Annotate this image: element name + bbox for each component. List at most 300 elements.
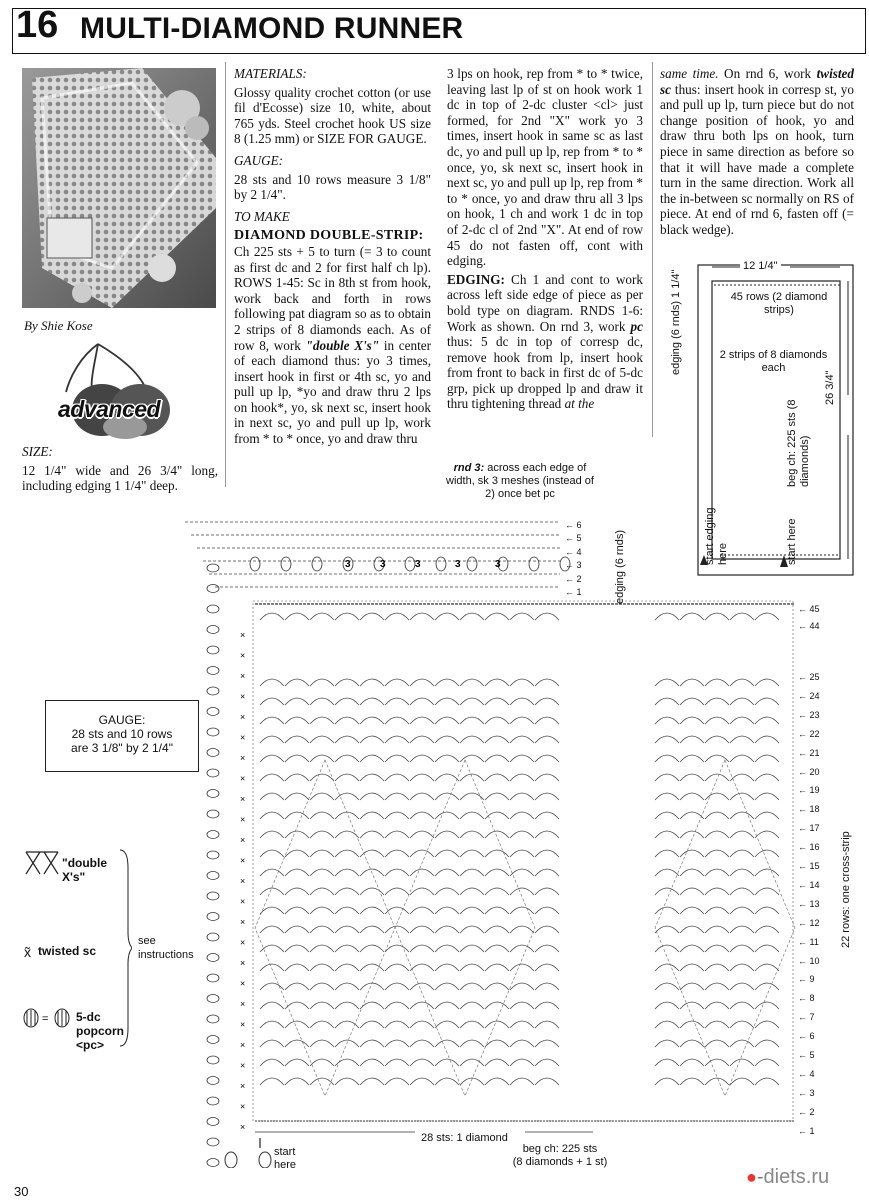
chain-arch: [385, 755, 409, 762]
chain-arch: [410, 983, 434, 990]
chain-arch: [335, 964, 359, 971]
chain-arch: [730, 1021, 754, 1028]
chain-arch: [385, 983, 409, 990]
chain-arch: [655, 1021, 679, 1028]
chain-arch: [435, 1021, 459, 1028]
right-row-number: ← 5: [798, 1050, 815, 1060]
materials-text: Glossy quality crochet cotton (or use fil d'Ecosse) size 10, white, about 765 yds. Steel crochet hook US size 8 (1.25 mm) or SIZE FOR GAUGE.: [234, 84, 431, 147]
chain-arch: [360, 964, 384, 971]
chain-arch: [655, 983, 679, 990]
chain-arch: [335, 613, 359, 620]
chain-arch: [755, 755, 779, 762]
chain-arch: [385, 812, 409, 819]
chain-arch: [260, 831, 284, 838]
chain-arch: [435, 736, 459, 743]
chain-arch: [655, 1002, 679, 1009]
chain-arch: [755, 983, 779, 990]
chain-arch: [485, 1078, 509, 1085]
chain-arch: [510, 793, 534, 800]
chain-arch: [410, 698, 434, 705]
chain-arch: [260, 1002, 284, 1009]
popcorn-stitch: [207, 1036, 219, 1044]
right-row-number: ← 4: [798, 1068, 815, 1079]
chain-arch: [655, 717, 679, 724]
popcorn-stitch: [207, 646, 219, 654]
chain-arch: [335, 698, 359, 705]
instructions-column-2: [447, 66, 643, 415]
popcorn-stitch: [207, 851, 219, 859]
chain-arch: [385, 1040, 409, 1047]
popcorn-stitch: [207, 1077, 219, 1085]
chain-arch: [360, 1021, 384, 1028]
chain-arch: [655, 1059, 679, 1066]
chain-arch: [460, 869, 484, 876]
chain-arch: [385, 869, 409, 876]
chain-arch: [730, 755, 754, 762]
chain-arch: [260, 736, 284, 743]
chain-arch: [535, 850, 559, 857]
chain-arch: [360, 831, 384, 838]
chain-arch: [755, 945, 779, 952]
chain-arch: [360, 698, 384, 705]
chain-arch: [680, 888, 704, 895]
schematic-beg-ch: beg ch: 225 sts (8 diamonds): [786, 399, 811, 487]
chain-arch: [705, 869, 729, 876]
chain-arch: [410, 850, 434, 857]
chain-arch: [680, 793, 704, 800]
chain-arch: [285, 774, 309, 781]
pattern-number: 16: [16, 4, 59, 46]
chain-arch: [705, 812, 729, 819]
chain-arch: [485, 679, 509, 686]
chain-arch: [655, 945, 679, 952]
popcorn-stitch: [207, 933, 219, 941]
chain-arch: [335, 1021, 359, 1028]
chain-arch: [655, 926, 679, 933]
chain-arch: [655, 1078, 679, 1085]
pc-count-label: 3: [415, 559, 421, 570]
chain-arch: [705, 888, 729, 895]
chain-arch: [680, 1078, 704, 1085]
chain-arch: [755, 926, 779, 933]
popcorn-stitch: [207, 728, 219, 736]
popcorn-stitch: [529, 557, 539, 571]
chain-arch: [680, 907, 704, 914]
popcorn-stitch: [207, 995, 219, 1003]
right-row-number: ← 21: [798, 747, 820, 758]
popcorn-stitch: [467, 557, 477, 571]
popcorn-stitch: [207, 974, 219, 982]
popcorn-stitch: [225, 1152, 237, 1168]
chain-arch: [680, 812, 704, 819]
chain-arch: [285, 1002, 309, 1009]
chain-arch: [755, 717, 779, 724]
chain-arch: [705, 679, 729, 686]
chain-arch: [535, 812, 559, 819]
instructions-column-1: [234, 66, 431, 450]
sc-stitch: ×: [240, 999, 246, 1009]
chain-arch: [510, 945, 534, 952]
gauge-box-title: GAUGE:: [98, 713, 146, 727]
right-row-number: ← 14: [798, 879, 820, 890]
right-row-number: ← 19: [798, 785, 820, 796]
chain-arch: [435, 850, 459, 857]
chain-arch: [485, 1040, 509, 1047]
sc-stitch: ×: [240, 1060, 246, 1071]
chain-arch: [730, 793, 754, 800]
chain-arch: [360, 1059, 384, 1066]
chain-arch: [680, 736, 704, 743]
col4-ital: same time.: [660, 66, 719, 81]
chain-arch: [755, 736, 779, 743]
right-row-number: ← 11: [798, 936, 819, 947]
col3-text-1: 3 lps on hook, rep from * to * twice, leaving last lp of st on hook work 1 dc in top of 2-dc cluster <cl> just formed, for 2nd "X" work yo 3 times, insert hook in same sc as last dc, yo and pull up lp, rep from * to * once, yo, sk next sc, insert hook in next sc, yo and pull up lp, rep from * to * once, yo and draw thru all 3 lps on hook, 1 ch and work 1 dc in top of 2-dc cl of 2nd "X". At end of row 45 do not fasten off, cont with edging.: [447, 66, 643, 269]
chain-arch: [385, 831, 409, 838]
chain-arch: [730, 945, 754, 952]
popcorn-stitch: [207, 1138, 219, 1146]
chain-arch: [485, 945, 509, 952]
popcorn-stitch: [207, 605, 219, 613]
sc-stitch: ×: [240, 650, 246, 661]
chain-arch: [360, 774, 384, 781]
chain-arch: [435, 679, 459, 686]
chain-arch: [730, 1040, 754, 1047]
chain-arch: [705, 1059, 729, 1066]
chain-arch: [310, 679, 334, 686]
chain-arch: [755, 1002, 779, 1009]
watermark: ●-diets.ru: [746, 1166, 830, 1188]
chain-arch: [410, 888, 434, 895]
sc-stitch: ×: [240, 1122, 246, 1132]
chain-arch: [485, 850, 509, 857]
chain-arch: [460, 850, 484, 857]
popcorn-stitch: [281, 557, 291, 571]
chain-arch: [535, 1021, 559, 1028]
chain-arch: [680, 945, 704, 952]
chain-arch: [705, 698, 729, 705]
chain-arch: [360, 1078, 384, 1085]
chain-arch: [435, 869, 459, 876]
popcorn-stitch: [207, 913, 219, 921]
sc-stitch: ×: [240, 753, 246, 763]
pc-count-label: 3: [345, 559, 351, 570]
chain-arch: [535, 907, 559, 914]
chain-arch: [730, 736, 754, 743]
right-row-number: ← 7: [798, 1012, 815, 1023]
chain-arch: [680, 983, 704, 990]
chain-arch: [730, 613, 754, 620]
chain-arch: [260, 1021, 284, 1028]
chain-arch: [510, 926, 534, 933]
chain-arch: [335, 774, 359, 781]
chain-arch: [535, 983, 559, 990]
right-row-number: ← 9: [798, 974, 815, 985]
popcorn-stitch: [207, 749, 219, 757]
chain-arch: [260, 755, 284, 762]
chain-arch: [460, 755, 484, 762]
chain-arch: [485, 812, 509, 819]
chain-arch: [460, 926, 484, 933]
chain-arch: [310, 888, 334, 895]
chain-arch: [510, 850, 534, 857]
chain-arch: [755, 1021, 779, 1028]
chain-arch: [385, 793, 409, 800]
sc-stitch: ×: [240, 773, 246, 784]
cross-strip-label: 22 rows: one cross-strip: [840, 831, 852, 948]
chain-arch: [285, 869, 309, 876]
chain-arch: [285, 812, 309, 819]
chain-arch: [755, 869, 779, 876]
chain-arch: [510, 1040, 534, 1047]
chain-arch: [310, 812, 334, 819]
chain-arch: [485, 831, 509, 838]
chain-arch: [335, 869, 359, 876]
chain-arch: [535, 1002, 559, 1009]
rnd3-note: [440, 462, 600, 501]
chain-arch: [435, 774, 459, 781]
chain-arch: [535, 945, 559, 952]
chain-arch: [730, 812, 754, 819]
popcorn-stitch: [207, 872, 219, 880]
chain-arch: [385, 1078, 409, 1085]
edging-row-number: ← 1: [565, 587, 582, 597]
chain-arch: [680, 926, 704, 933]
chain-arch: [410, 717, 434, 724]
chain-arch: [260, 850, 284, 857]
chain-arch: [460, 945, 484, 952]
chain-arch: [460, 698, 484, 705]
right-row-number: ← 24: [798, 690, 820, 701]
chain-arch: [460, 736, 484, 743]
chain-arch: [260, 613, 284, 620]
chain-arch: [310, 983, 334, 990]
popcorn-symbol: [22, 1008, 74, 1028]
chain-arch: [485, 736, 509, 743]
chain-arch: [385, 679, 409, 686]
sc-stitch: ×: [240, 917, 246, 927]
chain-arch: [655, 774, 679, 781]
chain-arch: [460, 1040, 484, 1047]
chain-arch: [680, 755, 704, 762]
chain-arch: [705, 983, 729, 990]
chain-arch: [510, 1059, 534, 1066]
chain-arch: [310, 831, 334, 838]
chain-arch: [510, 888, 534, 895]
edging-row-number: ← 5: [565, 533, 582, 544]
gauge-heading: GAUGE:: [234, 152, 284, 168]
chain-arch: [260, 964, 284, 971]
right-row-number: ← 44: [798, 621, 820, 631]
right-row-number: ← 3: [798, 1087, 815, 1098]
edging-row-number: ← 6: [565, 520, 582, 530]
chain-arch: [410, 1021, 434, 1028]
legend-popcorn: 5-dc popcorn <pc>: [76, 1010, 124, 1052]
chain-arch: [260, 1040, 284, 1047]
chain-arch: [730, 888, 754, 895]
sc-stitch: ×: [240, 814, 246, 825]
pc-count-label: 3: [495, 559, 501, 570]
chain-arch: [310, 613, 334, 620]
chain-arch: [260, 698, 284, 705]
sc-stitch: ×: [240, 712, 246, 722]
sc-stitch: ×: [240, 671, 246, 681]
chain-arch: [485, 1021, 509, 1028]
twisted-sc-symbol: x̃: [24, 944, 31, 960]
byline: By Shie Kose: [24, 318, 93, 333]
chain-arch: [460, 1021, 484, 1028]
chain-arch: [755, 888, 779, 895]
chain-arch: [335, 907, 359, 914]
popcorn-stitch: [250, 557, 260, 571]
schematic-rows: 45 rows (2 diamond strips): [730, 291, 828, 316]
chain-arch: [655, 679, 679, 686]
chain-arch: [260, 926, 284, 933]
chain-arch: [435, 907, 459, 914]
popcorn-stitch: [207, 954, 219, 962]
chain-arch: [730, 983, 754, 990]
chain-arch: [485, 698, 509, 705]
beg-ch-text: beg ch: 225 sts: [522, 1143, 598, 1155]
edging-text-1: Ch 1 and cont to work across left side edge of piece as per bold type on diagram. RNDS 1-6: Work as shown. On rnd 3, work: [447, 271, 643, 334]
chain-arch: [260, 983, 284, 990]
sc-stitch: ×: [240, 978, 246, 989]
chain-arch: [460, 793, 484, 800]
chain-arch: [410, 793, 434, 800]
chain-arch: [310, 907, 334, 914]
chain-arch: [310, 793, 334, 800]
chain-arch: [385, 1059, 409, 1066]
chain-arch: [655, 888, 679, 895]
chain-arch: [510, 755, 534, 762]
popcorn-stitch: [207, 687, 219, 695]
chain-arch: [260, 945, 284, 952]
chain-arch: [435, 945, 459, 952]
chain-arch: [360, 1002, 384, 1009]
pc-count-label: 3: [380, 559, 386, 570]
chain-arch: [535, 869, 559, 876]
chain-arch: [310, 926, 334, 933]
chain-arch: [360, 888, 384, 895]
chain-arch: [285, 850, 309, 857]
chain-arch: [310, 964, 334, 971]
chain-arch: [680, 613, 704, 620]
to-make-heading: TO MAKE: [234, 208, 290, 224]
chain-arch: [510, 964, 534, 971]
rnd3-text: across each edge of width, sk 3 meshes (instead of 2) once bet pc: [446, 462, 594, 500]
chain-arch: [410, 736, 434, 743]
chain-arch: [335, 679, 359, 686]
chain-arch: [755, 793, 779, 800]
chain-arch: [755, 907, 779, 914]
chain-arch: [260, 793, 284, 800]
edging-text-2: thus: 5 dc in top of corresp dc, remove hook from lp, insert hook from front to back in first dc of 5-dc grp, pick up dropped lp and draw it thru tightening thread: [447, 334, 643, 412]
twisted-sc-term: twisted sc: [660, 66, 854, 97]
chain-arch: [385, 926, 409, 933]
chain-arch: [485, 717, 509, 724]
chain-arch: [730, 831, 754, 838]
chain-arch: [655, 613, 679, 620]
right-row-number: ← 18: [798, 804, 820, 815]
sc-stitch: ×: [240, 958, 246, 968]
sc-stitch: ×: [240, 794, 246, 804]
start-here-label: start here: [274, 1146, 297, 1171]
chain-arch: [655, 964, 679, 971]
right-row-number: ← 23: [798, 709, 820, 720]
right-row-number: ← 16: [798, 842, 820, 853]
chain-arch: [410, 1002, 434, 1009]
popcorn-stitch: [259, 1152, 271, 1168]
right-row-number: ← 2: [798, 1106, 815, 1117]
sc-stitch: ×: [240, 1040, 246, 1050]
gauge-box: [45, 700, 199, 772]
chain-arch: [485, 983, 509, 990]
right-row-number: ← 8: [798, 993, 815, 1004]
chain-arch: [410, 613, 434, 620]
chain-arch: [510, 1078, 534, 1085]
chain-arch: [435, 812, 459, 819]
chain-arch: [755, 850, 779, 857]
rnd3-label: rnd 3:: [453, 462, 485, 474]
chain-arch: [335, 1002, 359, 1009]
chain-arch: [705, 736, 729, 743]
chain-arch: [460, 812, 484, 819]
chain-arch: [285, 613, 309, 620]
chain-arch: [260, 774, 284, 781]
chain-arch: [460, 774, 484, 781]
sc-stitch: ×: [240, 937, 246, 948]
edging-ital: at the: [564, 396, 595, 412]
schematic-edging: edging (6 rnds) 1 1/4": [670, 269, 682, 375]
chain-arch: [680, 1002, 704, 1009]
popcorn-stitch: [207, 831, 219, 839]
size-heading: SIZE:: [22, 444, 53, 459]
chain-arch: [755, 613, 779, 620]
chain-arch: [730, 679, 754, 686]
chain-arch: [510, 869, 534, 876]
crochet-diagram: [165, 508, 805, 1168]
schematic-width: 12 1/4": [740, 260, 781, 272]
edging-row-number: ← 4: [565, 546, 582, 557]
chain-arch: [535, 717, 559, 724]
chain-arch: [435, 926, 459, 933]
chain-arch: [730, 1002, 754, 1009]
chain-arch: [730, 850, 754, 857]
chain-arch: [535, 1040, 559, 1047]
chain-arch: [730, 926, 754, 933]
chain-arch: [705, 613, 729, 620]
sc-stitch: ×: [240, 896, 246, 907]
popcorn-stitch: [207, 667, 219, 675]
chain-arch: [360, 850, 384, 857]
chain-arch: [485, 888, 509, 895]
col4-text-1: On rnd 6, work: [718, 66, 817, 81]
chain-arch: [285, 1040, 309, 1047]
chain-arch: [310, 755, 334, 762]
chain-arch: [385, 888, 409, 895]
pc-term: pc: [630, 318, 643, 334]
chain-arch: [360, 717, 384, 724]
chain-arch: [310, 1002, 334, 1009]
chain-arch: [360, 907, 384, 914]
chain-arch: [410, 926, 434, 933]
chain-arch: [705, 850, 729, 857]
edging-row-number: ← 3: [565, 560, 582, 571]
chain-arch: [435, 613, 459, 620]
chain-arch: [410, 964, 434, 971]
schematic-start-edging: start edging here: [704, 507, 729, 565]
right-row-number: ← 25: [798, 672, 820, 682]
right-row-number: ← 45: [798, 604, 820, 614]
